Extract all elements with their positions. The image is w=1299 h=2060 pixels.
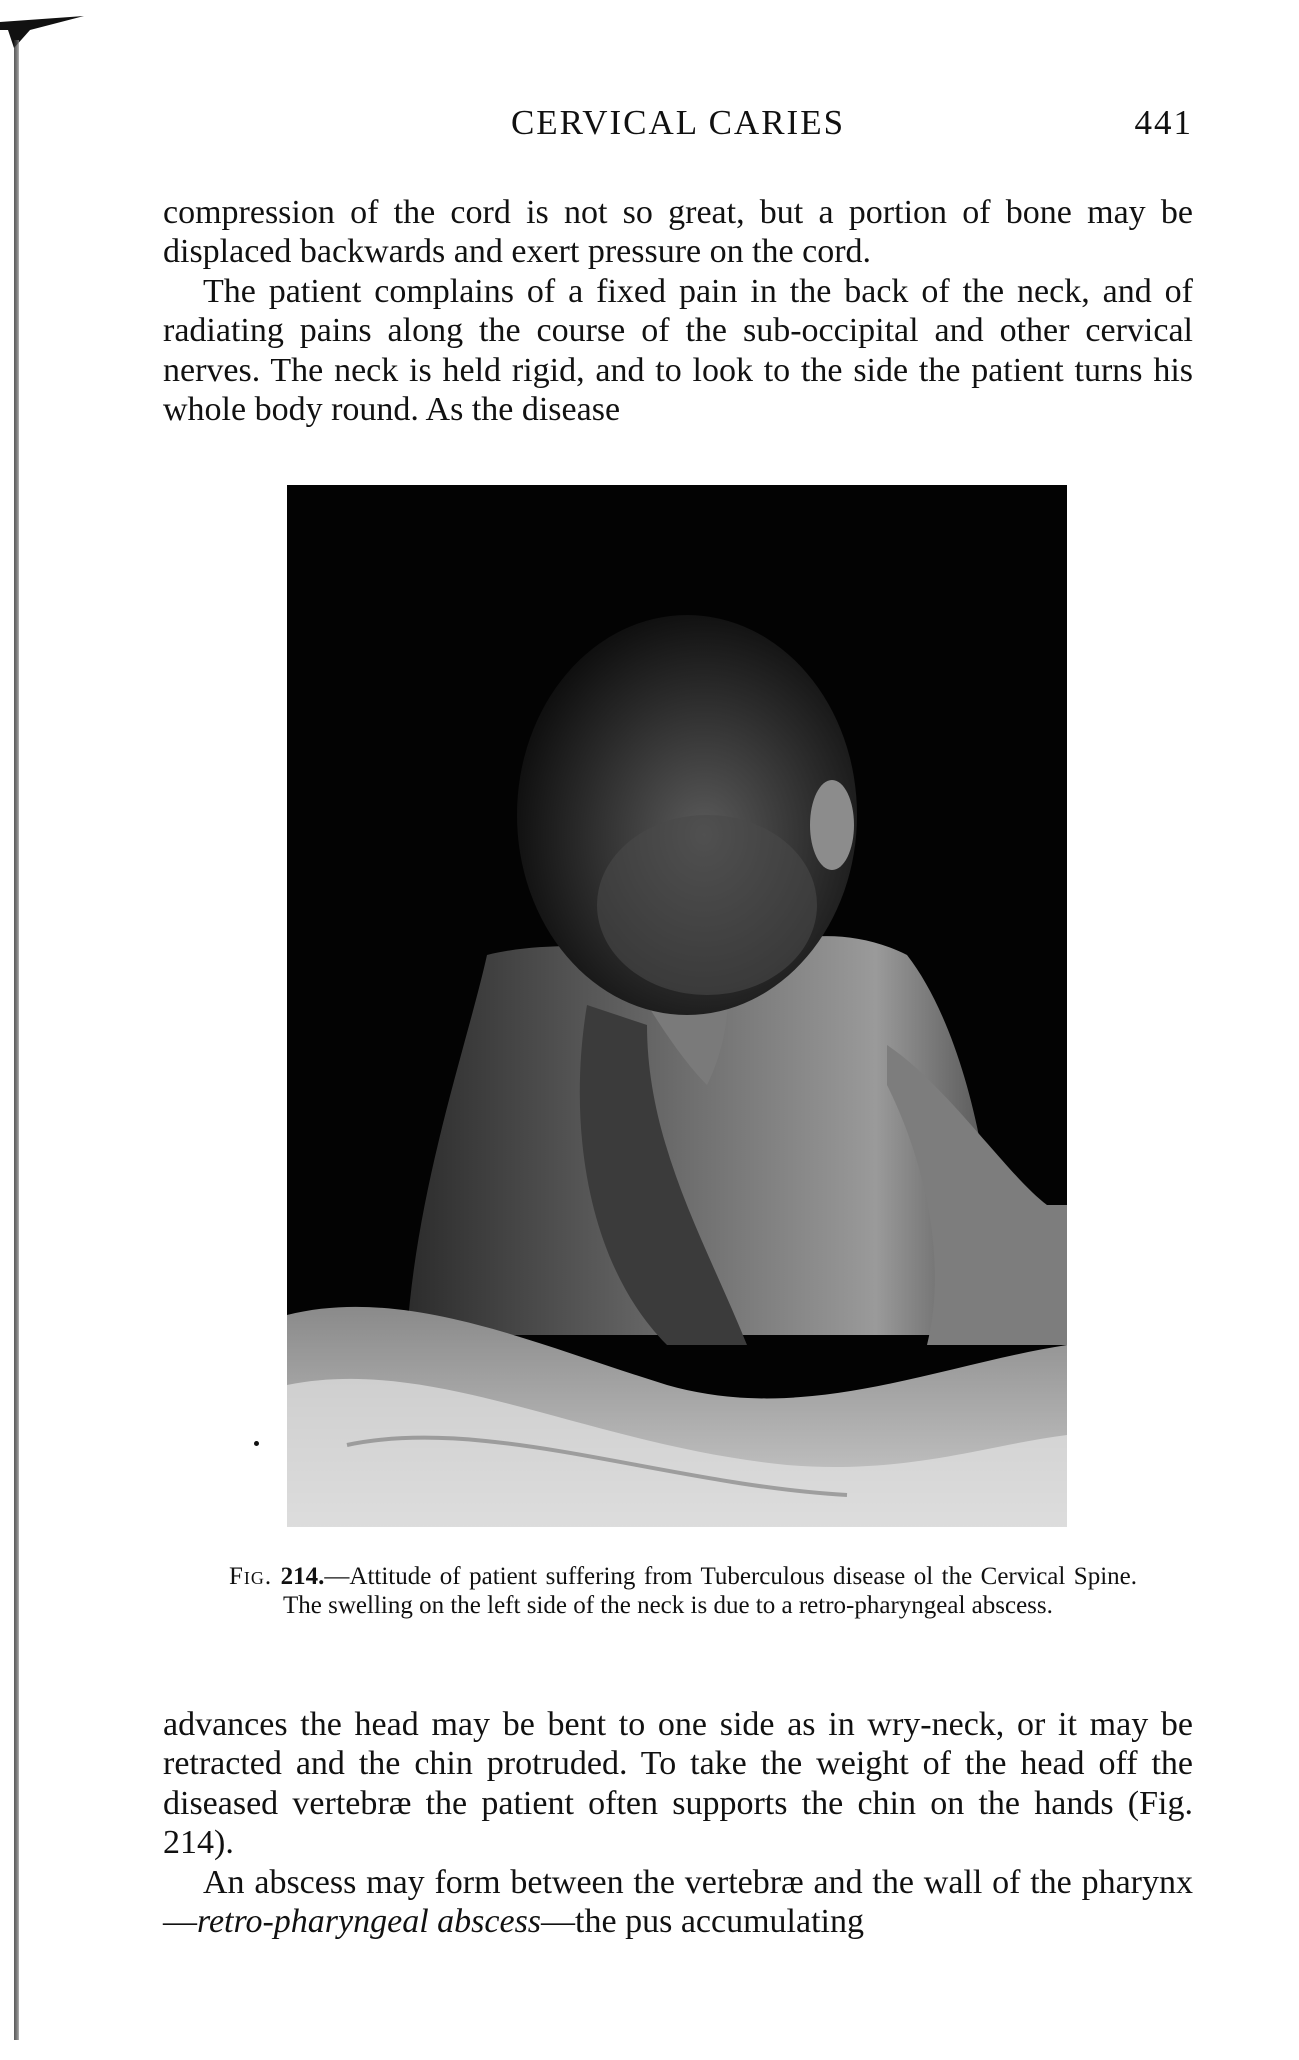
caption-paragraph (229, 1563, 1137, 1620)
running-title: CERVICAL CARIES (510, 103, 846, 142)
paragraph: The patient complains of a fixed pain in the back of the neck, and of radiating pains along the course of the sub-occipital and other cervical nerves. The neck is held rigid, and to look to the side the patient turns his whole body round. As the disease (163, 272, 1193, 429)
scan-binding-edge (14, 40, 19, 2040)
figure-photograph (287, 485, 1067, 1527)
caption-label: Fig. (229, 1563, 273, 1590)
paragraph: advances the head may be bent to one side as in wry-neck, or it may be retracted and the chin protruded. To take the weight of the head off the diseased vertebræ the patient often supports the chin on the hands (Fig. 214). (163, 1706, 1193, 1862)
stray-mark (254, 1441, 259, 1446)
paragraph (163, 1863, 1193, 1942)
body-text-bottom (163, 1705, 1193, 1941)
page-number: 441 (1134, 103, 1193, 142)
caption-number: 214. (280, 1563, 325, 1590)
page-header (163, 103, 1193, 143)
paragraph: compression of the cord is not so great, but a portion of bone may be displaced backwards and exert pressure on the cord. (163, 194, 1193, 271)
body-text-top (163, 193, 1193, 429)
paragraph-start: An abscess may form between the vertebræ and the wall of the pharynx— (163, 1863, 1193, 1941)
figure-caption (229, 1563, 1137, 1620)
italic-term: retro-pharyngeal abscess (197, 1903, 542, 1941)
paragraph-end: —the pus accumulating (541, 1903, 864, 1941)
caption-text: —Attitude of patient suffering from Tuberculous disease ol the Cervical Spine. The swelling on the left side of the neck is due to a retro-pharyngeal abscess. (283, 1563, 1138, 1619)
